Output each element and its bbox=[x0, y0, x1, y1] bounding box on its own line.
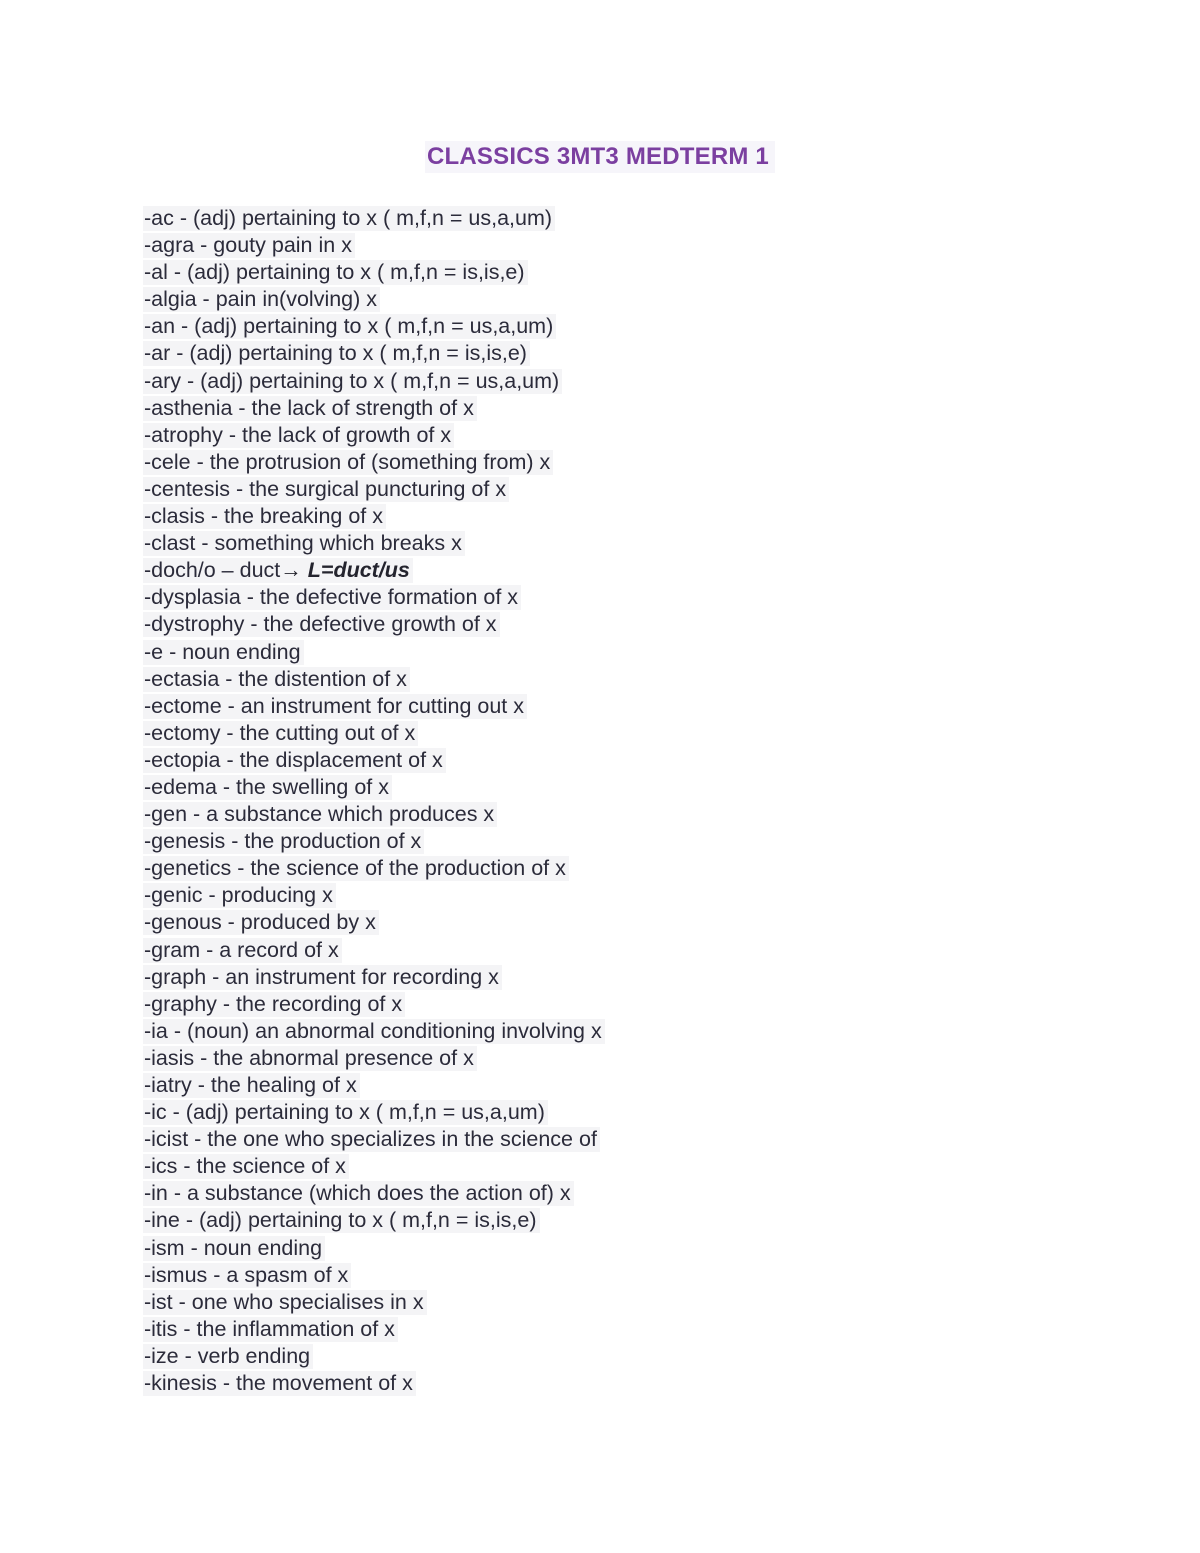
term-text: -iasis - the abnormal presence of x bbox=[143, 1046, 477, 1071]
term-item bbox=[143, 422, 1043, 449]
term-item bbox=[143, 909, 1043, 936]
term-item bbox=[143, 991, 1043, 1018]
term-item bbox=[143, 584, 1043, 611]
term-text: -ist - one who specialises in x bbox=[143, 1290, 427, 1315]
term-text: -agra - gouty pain in x bbox=[143, 233, 355, 258]
term-item bbox=[143, 449, 1043, 476]
term-item bbox=[143, 476, 1043, 503]
term-item bbox=[143, 882, 1043, 909]
term-item bbox=[143, 395, 1043, 422]
term-item bbox=[143, 611, 1043, 638]
term-item bbox=[143, 1289, 1043, 1316]
term-text: -ismus - a spasm of x bbox=[143, 1263, 351, 1288]
term-text: -clast - something which breaks x bbox=[143, 531, 465, 556]
term-item bbox=[143, 340, 1043, 367]
term-text: -ic - (adj) pertaining to x ( m,f,n = us,a,um) bbox=[143, 1100, 548, 1125]
term-text: -ar - (adj) pertaining to x ( m,f,n = is,is,e) bbox=[143, 341, 530, 366]
term-item bbox=[143, 286, 1043, 313]
arrow-icon: → bbox=[280, 558, 302, 583]
term-item bbox=[143, 1099, 1043, 1126]
term-item bbox=[143, 801, 1043, 828]
term-item bbox=[143, 639, 1043, 666]
term-item bbox=[143, 1045, 1043, 1072]
term-item bbox=[143, 1370, 1043, 1397]
term-text: -iatry - the healing of x bbox=[143, 1073, 360, 1098]
term-text: -ac - (adj) pertaining to x ( m,f,n = us,a,um) bbox=[143, 206, 555, 231]
term-text: -gen - a substance which produces x bbox=[143, 802, 497, 827]
term-item bbox=[143, 1262, 1043, 1289]
term-text: -centesis - the surgical puncturing of x bbox=[143, 477, 509, 502]
term-text: -itis - the inflammation of x bbox=[143, 1317, 398, 1342]
term-item bbox=[143, 1207, 1043, 1234]
term-item bbox=[143, 720, 1043, 747]
term-text: -al - (adj) pertaining to x ( m,f,n = is,is,e) bbox=[143, 260, 528, 285]
term-text-doch bbox=[143, 558, 413, 583]
term-item bbox=[143, 693, 1043, 720]
term-text: -edema - the swelling of x bbox=[143, 775, 392, 800]
term-text: -ia - (noun) an abnormal conditioning involving x bbox=[143, 1019, 605, 1044]
term-item bbox=[143, 1072, 1043, 1099]
term-text: -e - noun ending bbox=[143, 640, 304, 665]
term-text: -dystrophy - the defective growth of x bbox=[143, 612, 500, 637]
term-item bbox=[143, 1018, 1043, 1045]
term-item bbox=[143, 368, 1043, 395]
term-text: -doch/o – duct bbox=[144, 558, 281, 583]
term-text: -algia - pain in(volving) x bbox=[143, 287, 380, 312]
term-item bbox=[143, 530, 1043, 557]
term-item bbox=[143, 1235, 1043, 1262]
term-text: -ism - noun ending bbox=[143, 1236, 325, 1261]
term-text: -dysplasia - the defective formation of x bbox=[143, 585, 521, 610]
term-item bbox=[143, 259, 1043, 286]
term-text: -cele - the protrusion of (something from) x bbox=[143, 450, 553, 475]
term-text: -ine - (adj) pertaining to x ( m,f,n = is,is,e) bbox=[143, 1208, 540, 1233]
term-item bbox=[143, 1343, 1043, 1370]
term-item bbox=[143, 205, 1043, 232]
term-item-doch bbox=[143, 557, 1043, 584]
term-text: -graphy - the recording of x bbox=[143, 992, 405, 1017]
page-title: CLASSICS 3MT3 MEDTERM 1 bbox=[425, 141, 775, 173]
term-text: -atrophy - the lack of growth of x bbox=[143, 423, 454, 448]
term-list bbox=[143, 205, 1043, 1397]
term-emphasis: L=duct/us bbox=[307, 558, 410, 583]
term-item bbox=[143, 232, 1043, 259]
term-item bbox=[143, 937, 1043, 964]
title-wrapper bbox=[0, 141, 1200, 173]
term-text: -graph - an instrument for recording x bbox=[143, 965, 502, 990]
term-item bbox=[143, 1153, 1043, 1180]
term-text: -clasis - the breaking of x bbox=[143, 504, 386, 529]
term-text: -in - a substance (which does the action of) x bbox=[143, 1181, 574, 1206]
term-text: -ize - verb ending bbox=[143, 1344, 313, 1369]
term-item bbox=[143, 503, 1043, 530]
term-text: -ectopia - the displacement of x bbox=[143, 748, 446, 773]
term-item bbox=[143, 1126, 1043, 1153]
term-text: -ectasia - the distention of x bbox=[143, 667, 410, 692]
term-text: -asthenia - the lack of strength of x bbox=[143, 396, 477, 421]
term-item bbox=[143, 1180, 1043, 1207]
term-text: -ectome - an instrument for cutting out x bbox=[143, 694, 527, 719]
term-item bbox=[143, 964, 1043, 991]
term-text: -genous - produced by x bbox=[143, 910, 379, 935]
term-text: -kinesis - the movement of x bbox=[143, 1371, 416, 1396]
term-item bbox=[143, 774, 1043, 801]
term-item bbox=[143, 828, 1043, 855]
term-item bbox=[143, 747, 1043, 774]
term-text: -ectomy - the cutting out of x bbox=[143, 721, 418, 746]
term-text: -gram - a record of x bbox=[143, 938, 342, 963]
term-text: -genetics - the science of the production of x bbox=[143, 856, 569, 881]
term-item bbox=[143, 1316, 1043, 1343]
term-item bbox=[143, 666, 1043, 693]
term-text: -genic - producing x bbox=[143, 883, 336, 908]
term-text: -an - (adj) pertaining to x ( m,f,n = us,a,um) bbox=[143, 314, 556, 339]
term-item bbox=[143, 855, 1043, 882]
term-text: -ics - the science of x bbox=[143, 1154, 349, 1179]
term-item bbox=[143, 313, 1043, 340]
term-text: -genesis - the production of x bbox=[143, 829, 424, 854]
term-text: -icist - the one who specializes in the science of bbox=[143, 1127, 600, 1152]
term-text: -ary - (adj) pertaining to x ( m,f,n = us,a,um) bbox=[143, 369, 562, 394]
